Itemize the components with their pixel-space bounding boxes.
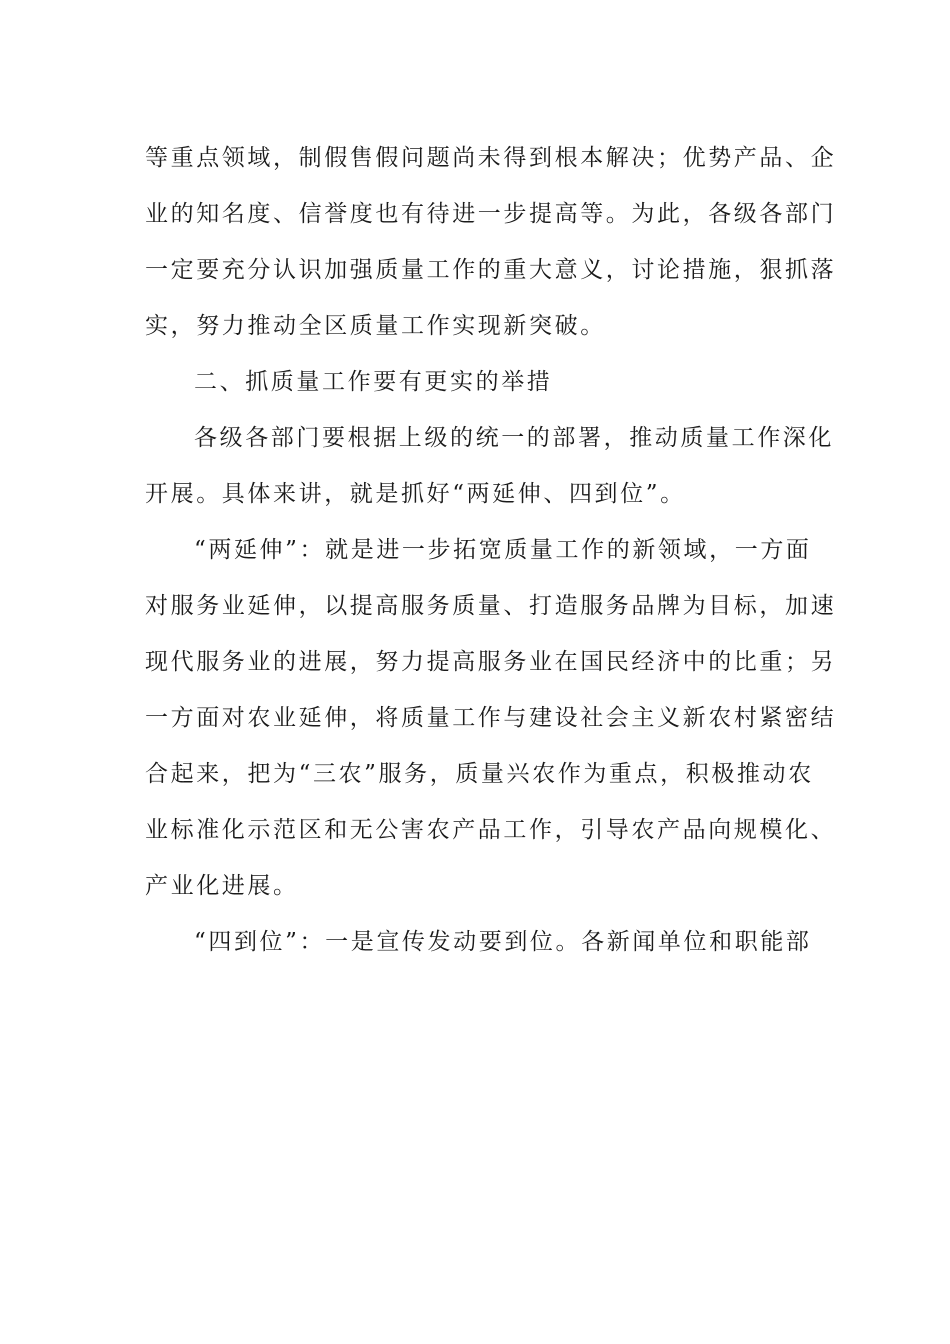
section-heading: 二、抓质量工作要有更实的举措 [194, 369, 553, 395]
paragraph-3-line-1: “两延伸”：就是进一步拓宽质量工作的新领域，一方面 [194, 537, 812, 563]
paragraph-3-line-3: 现代服务业的进展，努力提高服务业在国民经济中的比重；另 [145, 649, 837, 675]
paragraph-3-line-7: 产业化进展。 [145, 873, 299, 899]
paragraph-2-line-1: 各级各部门要根据上级的统一的部署，推动质量工作深化 [194, 425, 834, 451]
paragraph-1-line-2: 业的知名度、信誉度也有待进一步提高等。为此，各级各部门 [145, 201, 837, 227]
paragraph-1-line-1: 等重点领域，制假售假问题尚未得到根本解决；优势产品、企 [145, 145, 837, 171]
paragraph-1-line-3: 一定要充分认识加强质量工作的重大意义，讨论措施，狠抓落 [145, 257, 837, 283]
paragraph-3-line-4: 一方面对农业延伸，将质量工作与建设社会主义新农村紧密结 [145, 705, 837, 731]
paragraph-3-line-2: 对服务业延伸，以提高服务质量、打造服务品牌为目标，加速 [145, 593, 837, 619]
paragraph-2-line-2: 开展。具体来讲，就是抓好“两延伸、四到位”。 [145, 481, 686, 507]
paragraph-4-line-1: “四到位”：一是宣传发动要到位。各新闻单位和职能部 [194, 929, 812, 955]
paragraph-1-line-4: 实，努力推动全区质量工作实现新突破。 [145, 313, 606, 339]
paragraph-3-line-5: 合起来，把为“三农”服务，质量兴农作为重点，积极推动农 [145, 761, 814, 787]
paragraph-3-line-6: 业标准化示范区和无公害农产品工作，引导农产品向规模化、 [145, 817, 837, 843]
document-body [145, 130, 837, 970]
